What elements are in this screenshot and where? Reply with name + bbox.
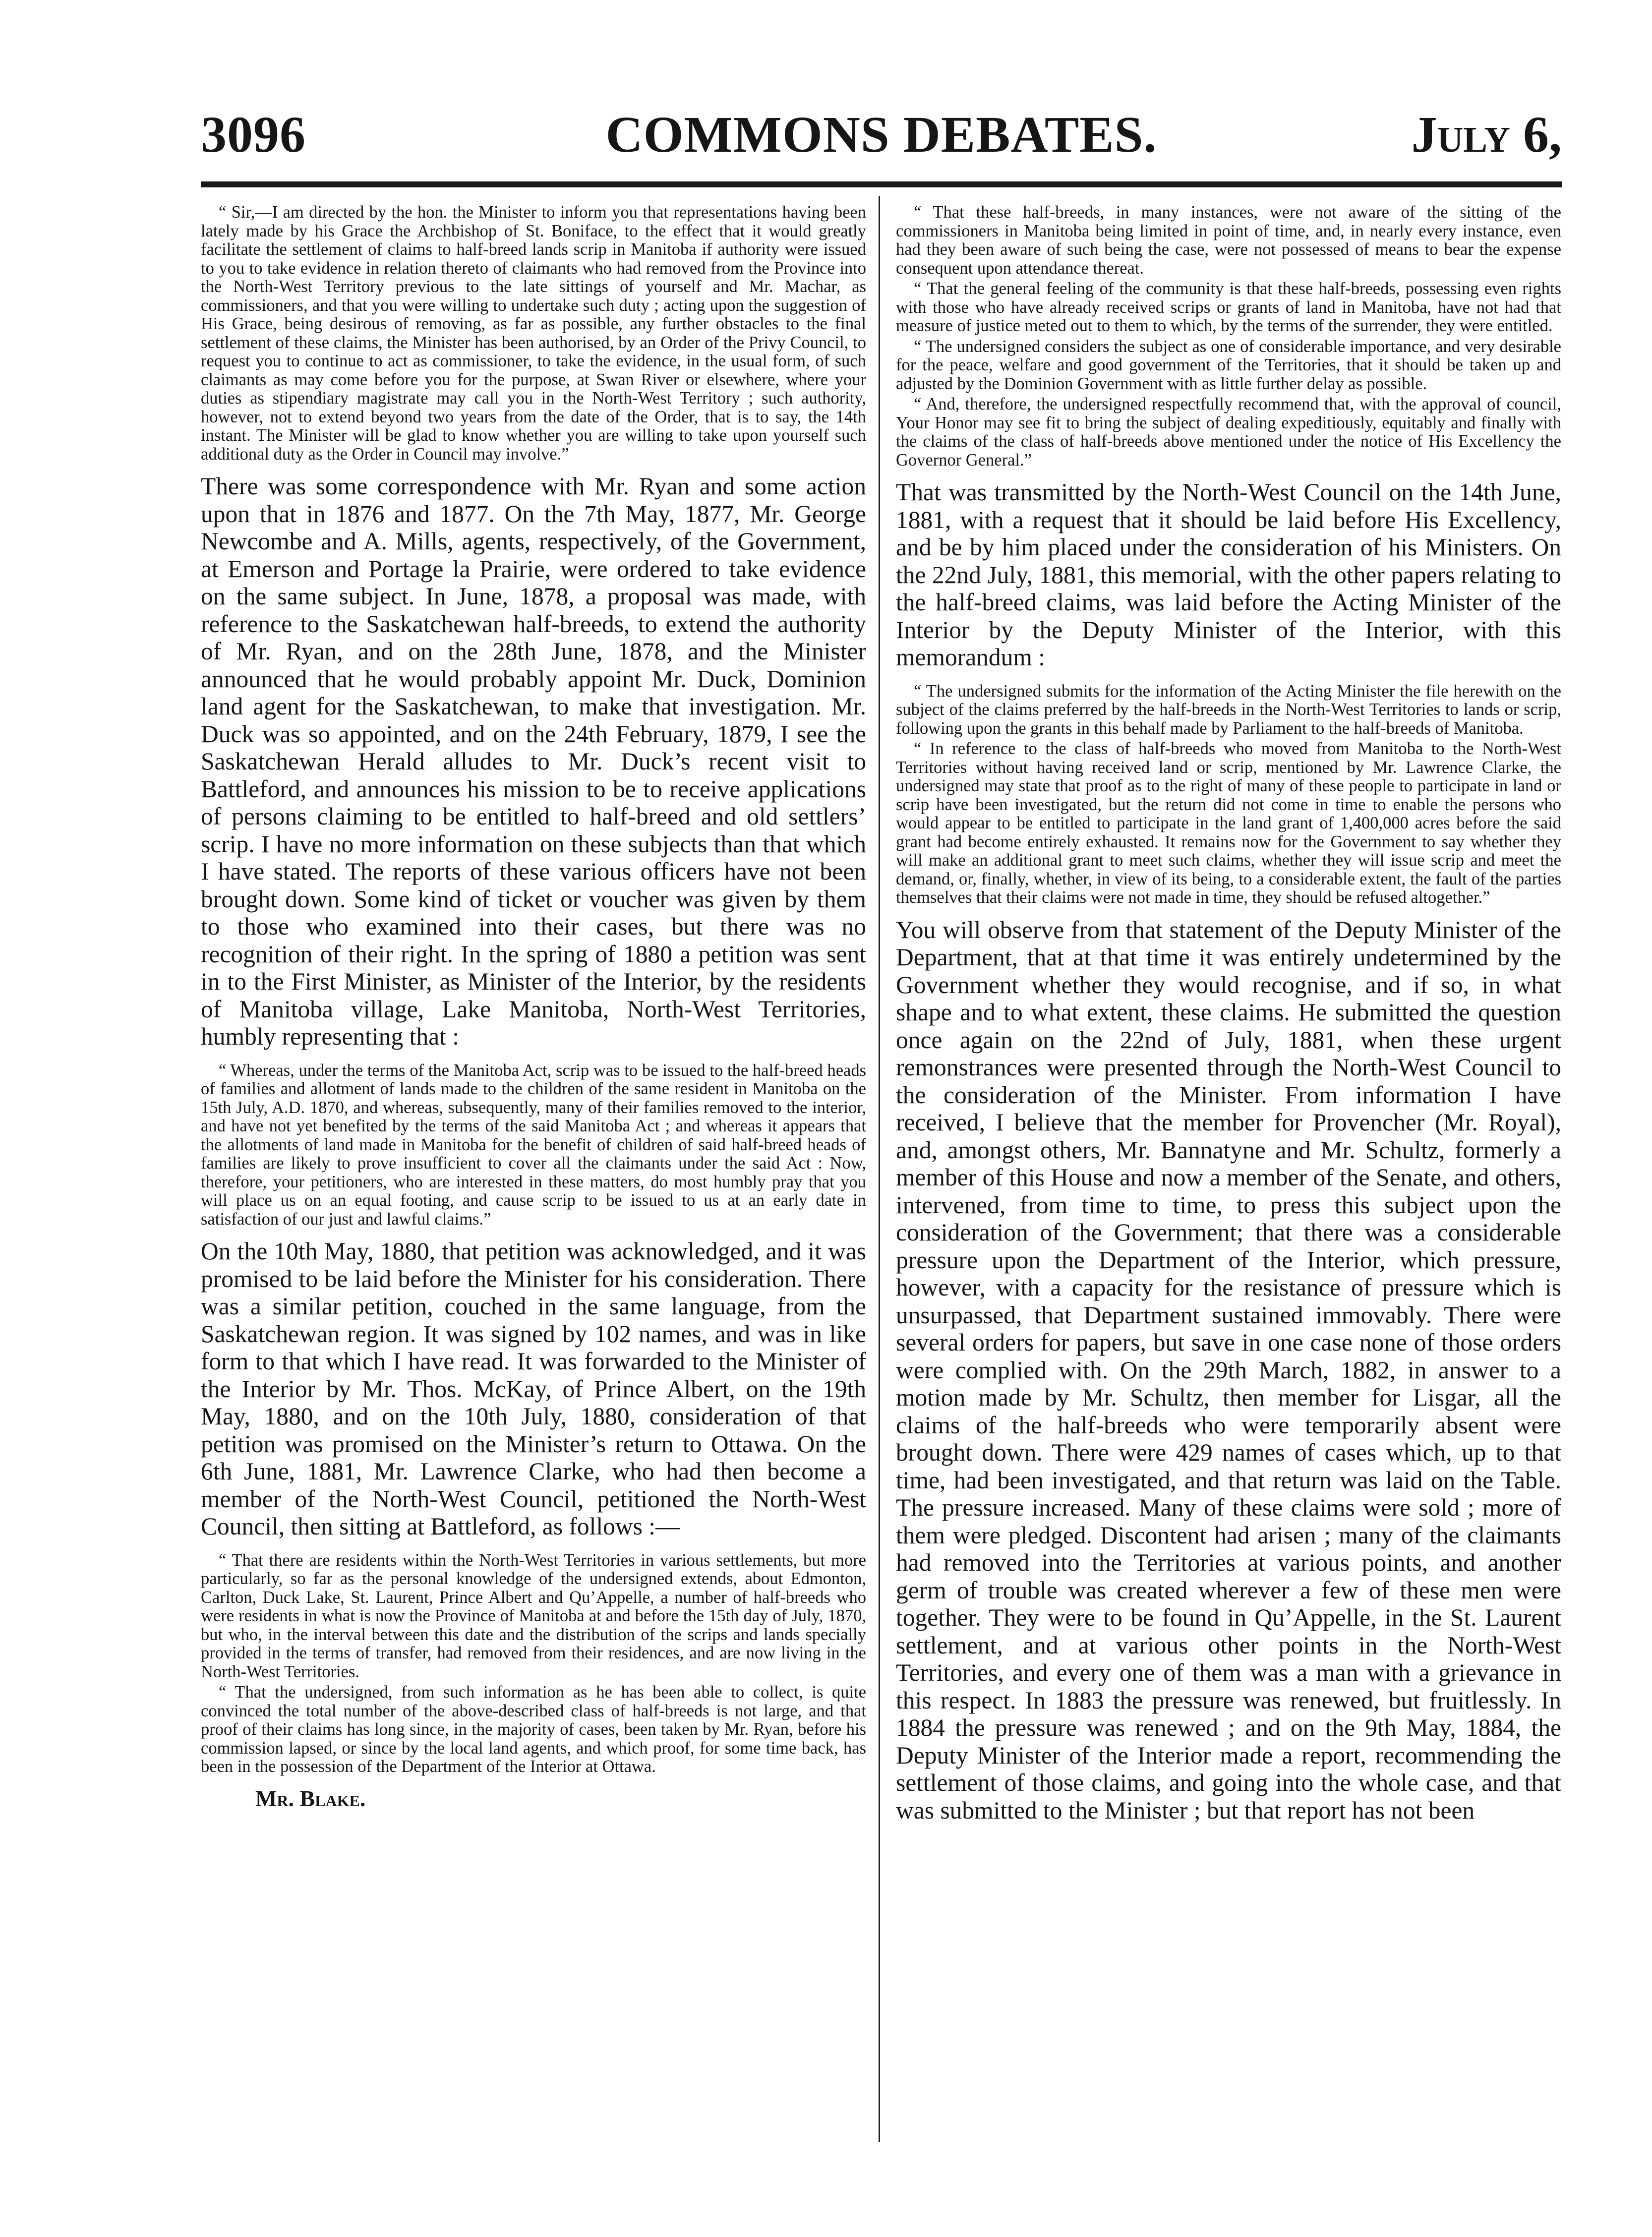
quoted-petition: “ That the undersigned, from such information as he has been able to collect, is quite convinced the total number of the above-described class of half-breeds is not large, and that proof of their claims has long since, in the majority of cases, been taken by Mr. Ryan, before his commission lapsed, or since by the local land agents, and which proof, for some time back, has been in the possession of the Department of the Interior at Ottawa.	[201, 1683, 866, 1776]
speech-paragraph: There was some correspondence with Mr. Ryan and some action upon that in 1876 and 1877. On the 7th May, 1877, Mr. George Newcombe and A. Mills, agents, respectively, of the Government, at Emerson and Portage la Prairie, were ordered to take evidence on the same subject. In June, 1878, a proposal was made, with reference to the Saskatchewan half-breeds, to extend the authority of Mr. Ryan, and on the 28th June, 1878, and the Minister announced that he would probably appoint Mr. Duck, Dominion land agent for the Saskatchewan, to make that investigation. Mr. Duck was so appointed, and on the 24th February, 1879, I see the Saskatchewan Herald alludes to Mr. Duck’s recent visit to Battleford, and announces his mission to be to receive applications of persons claiming to be entitled to half-breed and old settlers’ scrip. I have no more information on these subjects than that which I have stated. The reports of these various officers have not been brought down. Some kind of ticket or voucher was given by them to those who examined into their cases, but there was no recognition of their right. In the spring of 1880 a petition was sent in to the First Minister, as Minister of the Interior, by the residents of Manitoba village, Lake Manitoba, North-West Territories, humbly representing that :	[201, 472, 866, 1050]
running-title: COMMONS DEBATES.	[605, 106, 1157, 163]
speaker-signature: Mr. Blake.	[255, 1785, 366, 1811]
quoted-petition: “ That these half-breeds, in many instances, were not aware of the sitting of the commissioners in Manitoba being limited in point of time, and, in nearly every instance, even had they been aware of such being the case, were not possessed of means to bear the expense consequent upon attendance thereat.	[896, 203, 1561, 278]
header-rule	[201, 181, 1562, 187]
quoted-memorandum: “ In reference to the class of half-breeds who moved from Manitoba to the North-West Territories without having received land or scrip, mentioned by Mr. Lawrence Clarke, the undersigned may state that proof as to the right of many of these people to participate in land or scrip have been investigated, but the return did not come in time to enable the persons who would appear to be entitled to participate in the land grant of 1,400,000 acres before the said grant had become entirely exhausted. It remains now for the Government to say whether they will make an additional grant to meet such claims, whether they will issue scrip and meet the demand, or, finally, whether, in view of its being, to a considerable extent, the fault of the parties themselves that their claims were not made in time, they should be refused altogether.”	[896, 739, 1561, 907]
page-number: 3096	[201, 106, 306, 163]
running-date: July 6,	[1411, 106, 1562, 163]
column-divider	[879, 196, 880, 2142]
quoted-memorandum: “ The undersigned submits for the information of the Acting Minister the file herewith on the subject of the claims preferred by the half-breeds in the North-West Territories to lands or scrip, following upon the grants in this behalf made by Parliament to the half-breeds of Manitoba.	[896, 681, 1561, 738]
speech-paragraph: That was transmitted by the North-West Council on the 14th June, 1881, with a request that it should be laid before His Excellency, and be by him placed under the consideration of his Ministers. On the 22nd July, 1881, this memorial, with the other papers relating to the half-breed claims, was laid before the Acting Minister of the Interior by the Deputy Minister of the Interior, with this memorandum :	[896, 478, 1561, 671]
speech-paragraph: You will observe from that statement of the Deputy Minister of the Department, that at that time it was entirely undetermined by the Government whether they would recognise, and if so, in what shape and to what extent, these claims. He submitted the question once again on the 22nd of July, 1881, when these urgent remonstrances were presented through the North-West Council to the consideration of the Minister. From information I have received, I believe that the member for Provencher (Mr. Royal), and, amongst others, Mr. Bannatyne and Mr. Schultz, formerly a member of this House and now a member of the Senate, and others, intervened, from time to time, to press this subject upon the consideration of the Government; that there was a considerable pressure upon the Department of the Interior, which pressure, however, with a capacity for the resistance of pressure which is unsurpassed, that Department sustained immovably. There were several orders for papers, but save in one case none of those orders were complied with. On the 29th March, 1882, in answer to a motion made by Mr. Schultz, then member for Lisgar, all the claims of the half-breeds who were temporarily absent were brought down. There were 429 names of cases which, up to that time, had been investigated, and that return was laid on the Table. The pressure increased. Many of these claims were sold ; more of them were pledged. Discontent had arisen ; many of the claimants had removed into the Territories at various points, and another germ of trouble was created wherever a few of these men were together. They were to be found in Qu’Appelle, in the St. Laurent settlement, and at various other points in the North-West Territories, and every one of them was a man with a grievance in this respect. In 1883 the pressure was renewed, but fruitlessly. In 1884 the pressure was renewed ; and on the 9th May, 1884, the Deputy Minister of the Interior made a report, recommending the settlement of those claims, and going into the whole case, and that was submitted to the Minister ; but that report has not been	[896, 916, 1561, 1824]
quoted-letter: “ Sir,—I am directed by the hon. the Minister to inform you that representations having been lately made by his Grace the Archbishop of St. Boniface, to the effect that it would greatly facilitate the settlement of claims to half-breed lands scrip in Manitoba if authority were issued to you to take evidence in relation thereto of claimants who had removed from the Province into the North-West Territory previous to the late sittings of yourself and Mr. Machar, as commissioners, and that you were willing to undertake such duty ; acting upon the suggestion of His Grace, being desirous of removing, as far as possible, any further obstacles to the final settlement of these claims, the Minister has been authorised, by an Order of the Privy Council, to request you to continue to act as commissioner, to take the evidence, in the usual form, of such claimants as may come before you for the purpose, at Swan River or elsewhere, where your duties as stipendiary magistrate may call you in the North-West Territory ; such authority, however, not to extend beyond two years from the date of the Order, that is to say, the 14th instant. The Minister will be glad to know whether you are willing to take upon yourself such additional duty as the Order in Council may involve.”	[201, 203, 866, 464]
quoted-petition: “ That the general feeling of the community is that these half-breeds, possessing even rights with those who have already received scrips or grants of land in Manitoba, have not had that measure of justice meted out to them to which, by the terms of the surrender, they were entitled.	[896, 279, 1561, 335]
quoted-petition: “ Whereas, under the terms of the Manitoba Act, scrip was to be issued to the half-breed heads of families and allotment of lands made to the children of the same resident in Manitoba on the 15th July, A.D. 1870, and whereas, subsequently, many of their families removed to the interior, and have not yet benefited by the terms of the said Manitoba Act ; and whereas it appears that the allotments of land made in Manitoba for the benefit of children of said half-breed heads of families are likely to prove insufficient to cover all the claimants under the said Act : Now, therefore, your petitioners, who are interested in these matters, do most humbly pray that you will place us on an equal footing, and cause scrip to be issued to us at an early date in satisfaction of our just and lawful claims.”	[201, 1060, 866, 1229]
left-column	[201, 203, 866, 1812]
quoted-petition: “ That there are residents within the North-West Territories in various settlements, but more particularly, so far as the personal knowledge of the undersigned extends, about Edmonton, Carlton, Duck Lake, St. Laurent, Prince Albert and Qu’Appelle, a number of half-breeds who were residents in what is now the Province of Manitoba at and before the 15th day of July, 1870, but who, in the interval between this date and the distribution of the scrips and lands specially provided in the terms of transfer, had removed from their residences, and are now living in the North-West Territories.	[201, 1550, 866, 1681]
quoted-petition: “ And, therefore, the undersigned respectfully recommend that, with the approval of council, Your Honor may see fit to bring the subject of dealing expeditiously, equitably and finally with the claims of the class of half-breeds above mentioned under the notice of His Excellency the Governor General.”	[896, 395, 1561, 470]
right-column	[896, 203, 1561, 1835]
speech-paragraph: On the 10th May, 1880, that petition was acknowledged, and it was promised to be laid before the Minister for his consideration. There was a similar petition, couched in the same language, from the Saskatchewan region. It was signed by 102 names, and was in like form to that which I have read. It was forwarded to the Minister of the Interior by Mr. Thos. McKay, of Prince Albert, on the 19th May, 1880, and on the 10th July, 1880, consideration of that petition was promised on the Minister’s return to Ottawa. On the 6th June, 1881, Mr. Lawrence Clarke, who had then become a member of the North-West Council, petitioned the North-West Council, then sitting at Battleford, as follows :—	[201, 1237, 866, 1540]
quoted-petition: “ The undersigned considers the subject as one of considerable importance, and very desirable for the peace, welfare and good government of the Territories, that it should be taken up and adjusted by the Dominion Government with as little further delay as possible.	[896, 337, 1561, 393]
page-header	[201, 105, 1562, 170]
